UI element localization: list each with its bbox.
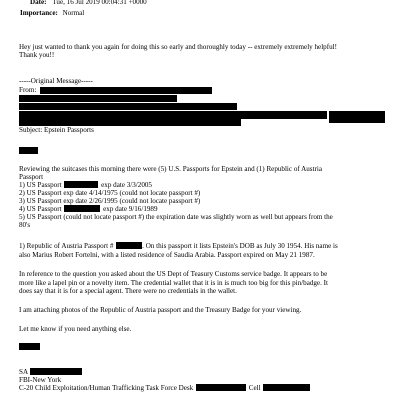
redaction-desk-phone: [196, 384, 246, 390]
austria-line-2: also Marius Robert Fortelni, with a listed residence of Saudia Arabia. Passport expired on May 21 1987.: [19, 251, 315, 259]
closing-line: Let me know if you need anything else.: [19, 325, 132, 333]
passport-1-label: 1) US Passport: [19, 181, 62, 189]
passport-5-line-2: 80's: [19, 221, 31, 229]
redaction-cell-phone: [263, 384, 310, 390]
badge-line-1: In reference to the question you asked about the US Dept of Teasury Customs service badge. It appears to be: [19, 270, 328, 278]
redaction-header-1: [19, 95, 177, 102]
redaction-from: [40, 87, 212, 94]
signature-sa: SA: [19, 368, 28, 376]
passport-4-exp: exp date 9/16/1989: [103, 205, 158, 213]
passport-2: 2) US Passport exp date 4/14/1975 (could not locate passport #): [19, 189, 201, 197]
passport-3: 3) US Passport exp date 2/26/1995 (could not locate passport #): [19, 197, 201, 205]
passport-1-exp: exp date 3/3/2005: [101, 181, 152, 189]
redaction-passport-1: [64, 181, 98, 187]
redaction-passport-4: [64, 205, 100, 211]
reply-line-1: Hey just wanted to thank you again for doing this so early and thoroughly today -- extremely extremely helpful!: [19, 43, 337, 51]
importance-value: Normal: [62, 9, 85, 17]
header-importance-row: [20, 9, 396, 17]
redaction-austria-passport: [116, 242, 142, 248]
signature-cell-label: Cell: [248, 384, 261, 392]
signature-office: FBI-New York: [19, 376, 62, 384]
date-label: Date:: [30, 0, 47, 6]
signature-unit-row: [19, 384, 396, 392]
redaction-header-3b: [329, 111, 385, 123]
date-value: Tue, 16 Jul 2019 00:04:31 +0000: [52, 0, 147, 6]
redaction-agent-name: [30, 368, 82, 374]
redaction-salutation: [19, 147, 38, 154]
redaction-header-2: [19, 103, 237, 110]
redaction-header-4: [19, 119, 241, 126]
badge-line-3: does say that it is for a special agent. There were no credentials in the wallet.: [19, 287, 237, 295]
reply-line-2: Thank you!!: [19, 51, 55, 59]
redaction-signoff: [19, 343, 40, 350]
austria-dob: . On this passport it lists Epstein's DOB as July 30 1954. His name is: [142, 242, 338, 250]
importance-label: Importance:: [20, 9, 58, 17]
intro-line-2: Passport: [19, 173, 44, 181]
passport-4-label: 4) US Passport: [19, 205, 62, 213]
badge-line-2: more like a lapel pin or a novelty item. The credential wallet that it is in is much too big for this pin/badge. It: [19, 279, 328, 287]
from-label: From:: [19, 86, 37, 94]
redaction-header-3: [19, 111, 327, 119]
photos-line: I am attaching photos of the Republic of Austria passport and the Treasury Badge for your viewing.: [19, 306, 302, 314]
austria-line-1: [19, 242, 396, 250]
subject-line: Subject: Epstein Passports: [19, 126, 94, 134]
passport-5-line-1: 5) US Passport (could not locate passport #) the expiration date was slightly worn as well but appears from the: [19, 213, 333, 221]
header-date-row: [30, 0, 396, 6]
austria-label: 1) Republic of Austria Passport #: [19, 242, 114, 250]
signature-unit: C-20 Child Exploitation/Human Trafficking Task Force Desk: [19, 384, 194, 392]
original-message-separator: -----Original Message-----: [19, 77, 93, 85]
intro-line-1: Reviewing the suitcases this morning there were (5) U.S. Passports for Epstein and (1) Republic of Austria: [19, 165, 323, 173]
